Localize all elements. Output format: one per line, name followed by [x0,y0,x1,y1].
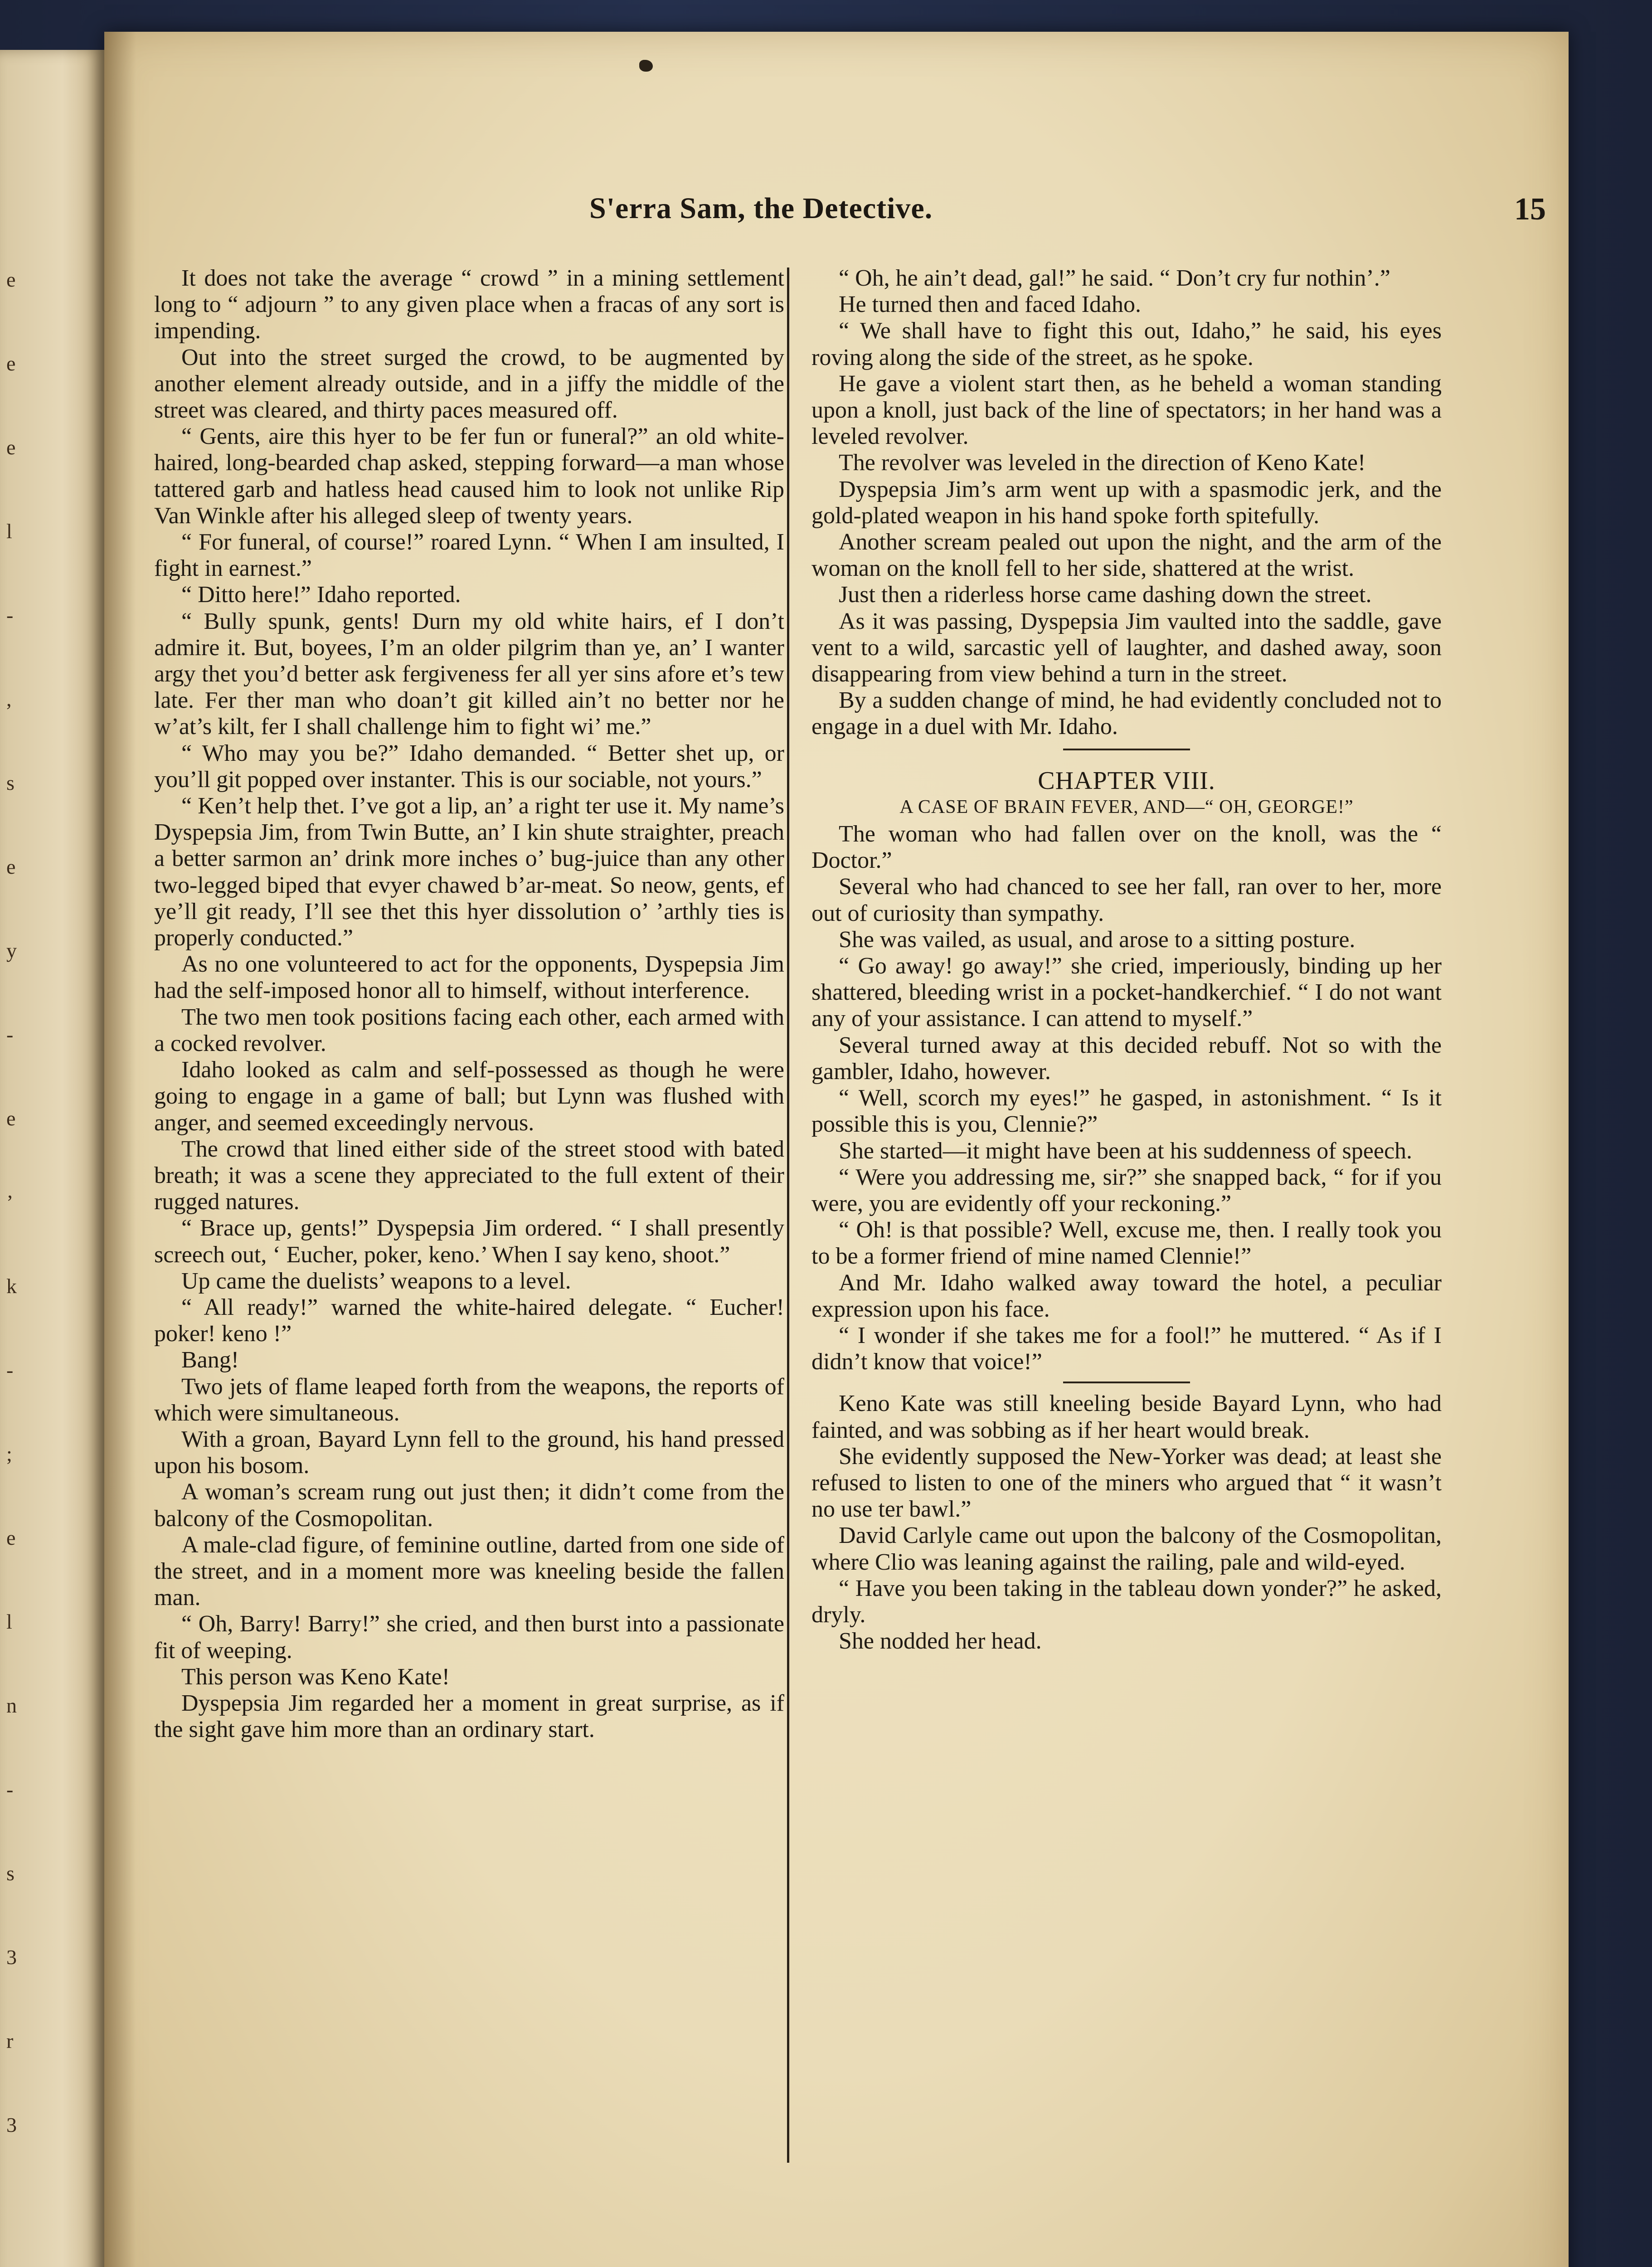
paragraph: Out into the street surged the crowd, to be augmented by another element already outside, and in a jiffy the middle of the street was cleared, and thirty paces measured off. [154,344,784,423]
paragraph: She nodded her head. [839,1628,1042,1654]
edge-letter: - [6,1358,14,1382]
edge-letter: s [6,771,15,794]
paragraph: With a groan, Bayard Lynn fell to the ground, his hand pressed upon his bosom. [154,1426,784,1479]
chapter-title: CHAPTER VIII. [1038,766,1215,795]
edge-letter: - [6,1778,14,1801]
section-rule [1063,749,1190,750]
paragraph: And Mr. Idaho walked away toward the hotel, a peculiar expression upon his face. [811,1270,1442,1322]
paragraph: This person was Keno Kate! [181,1664,450,1690]
paragraph: Keno Kate was still kneeling beside Bayard Lynn, who had fainted, and was sobbing as if her heart would break. [811,1391,1442,1443]
edge-letter: - [6,603,14,627]
paragraph: The crowd that lined either side of the street stood with bated breath; it was a scene they appreciated to the full extent of their rugged natures. [154,1136,784,1215]
gutter-shadow [104,32,136,2267]
paragraph: As no one volunteered to act for the opponents, Dyspepsia Jim had the self-imposed honor all to himself, without interference. [154,951,784,1004]
edge-letter: , [6,687,12,710]
edge-letter: - [6,1023,14,1046]
edge-letter: 3 [6,2113,17,2136]
column-rule [787,268,789,2163]
paragraph: By a sudden change of mind, he had evidently concluded not to engage in a duel with Mr. Idaho. [811,687,1442,740]
paragraph: “ For funeral, of course!” roared Lynn. “ When I am insulted, I fight in earnest.” [154,529,784,582]
edge-letter: e [6,1107,16,1130]
edge-letter: s [6,1862,15,1885]
edge-letter: e [6,352,16,375]
edge-letter: ; [6,1442,12,1465]
paragraph: “ Brace up, gents!” Dyspepsia Jim ordered. “ I shall presently screech out, ‘ Eucher, poker, keno.’ When I say keno, shoot.” [154,1215,784,1268]
paragraph: “ We shall have to fight this out, Idaho,” he said, his eyes roving along the side of the street, as he spoke. [811,318,1442,370]
paragraph: “ Well, scorch my eyes!” he gasped, in astonishment. “ Is it possible this is you, Clennie?” [811,1085,1442,1138]
paragraph: “ Bully spunk, gents! Durn my old white hairs, ef I don’t admire it. But, boyees, I’m an older pilgrim than ye, an’ I wanter argy thet you’d better ask fergiveness fer all yer sins afore et’s tew late. Fer ther man who doan’t git killed ain’t no better nor he w’at’s kilt, fer I shall challenge him to fight wi’ me.” [154,608,784,740]
ink-smudge [639,60,653,72]
edge-letter: n [6,1694,17,1717]
paragraph: Up came the duelists’ weapons to a level. [181,1268,571,1294]
edge-letter: e [6,1526,16,1549]
paragraph: She evidently supposed the New-Yorker was dead; at least she refused to listen to one of the miners who argued that “ it wasn’t no use ter bawl.” [811,1443,1442,1523]
section-break-rule [1063,1382,1190,1383]
paragraph: “ Oh! is that possible? Well, excuse me, then. I really took you to be a former friend of mine named Clennie!” [811,1217,1442,1270]
edge-letter: 3 [6,1946,17,1969]
paragraph: A male-clad figure, of feminine outline, darted from one side of the street, and in a moment more was kneeling beside the fallen man. [154,1532,784,1611]
paragraph: She was vailed, as usual, and arose to a sitting posture. [839,926,1356,953]
edge-letter: r [6,2029,14,2053]
paragraph: “ Ken’t help thet. I’ve got a lip, an’ a right ter use it. My name’s Dyspepsia Jim, from Twin Butte, an’ I kin shute straighter, preach a better sarmon an’ drink more inches o’ bug-juice than any other two-legged biped that evyer chawed b’ar-meat. So neow, gents, ef ye’ll git ready, I’ll see thet this hyer dissolution o’ ’arthly ties is properly conducted.” [154,793,784,951]
paragraph: He turned then and faced Idaho. [839,292,1142,318]
paragraph: Several who had chanced to see her fall, ran over to her, more out of curiosity than sympathy. [811,874,1442,926]
paragraph: The two men took positions facing each other, each armed with a cocked revolver. [154,1004,784,1056]
facing-page-edge [0,50,104,2267]
paragraph: Two jets of flame leaped forth from the weapons, the reports of which were simultaneous. [154,1373,784,1426]
paragraph: As it was passing, Dyspepsia Jim vaulted into the saddle, gave vent to a wild, sarcastic yell of laughter, and dashed away, soon disappearing from view behind a turn in the street. [811,608,1442,687]
edge-letter: e [6,855,16,878]
paragraph: “ All ready!” warned the white-haired delegate. “ Eucher! poker! keno !” [154,1294,784,1347]
paragraph: He gave a violent start then, as he beheld a woman standing upon a knoll, just back of the line of spectators; in her hand was a leveled revolver. [811,370,1442,450]
chapter-subtitle: A CASE OF BRAIN FEVER, AND—“ OH, GEORGE!” [899,796,1354,817]
paragraph: “ Who may you be?” Idaho demanded. “ Better shet up, or you’ll git popped over instanter. This is our sociable, not yours.” [154,740,784,793]
paragraph: Dyspepsia Jim regarded her a moment in great surprise, as if the sight gave him more than an ordinary start. [154,1690,784,1743]
page-number: 15 [1514,192,1546,227]
right-column-part-b [811,821,1442,1375]
paragraph: She started—it might have been at his suddenness of speech. [839,1138,1413,1164]
paragraph: “ Oh, he ain’t dead, gal!” he said. “ Don’t cry fur nothin’.” [839,265,1390,291]
paragraph: David Carlyle came out upon the balcony of the Cosmopolitan, where Clio was leaning against the railing, pale and wild-eyed. [811,1523,1442,1575]
edge-letter: l [6,1610,12,1633]
paragraph: It does not take the average “ crowd ” in a mining settlement long to “ adjourn ” to any given place when a fracas of any sort is impending. [154,265,784,344]
paragraph: Several turned away at this decided rebuff. Not so with the gambler, Idaho, however. [811,1032,1442,1085]
edge-letter: ’ [6,1191,14,1214]
edge-letter: e [6,268,16,291]
edge-letter: l [6,520,12,543]
paragraph: “ Gents, aire this hyer to be fer fun or funeral?” an old white-haired, long-bearded chap asked, stepping forward—a man whose tattered garb and hatless head caused him to look not unlike Rip Van Winkle after his alleged sleep of twenty years. [154,423,784,529]
paragraph: A woman’s scream rung out just then; it didn’t come from the balcony of the Cosmopolitan. [154,1479,784,1532]
paragraph: “ Were you addressing me, sir?” she snapped back, “ for if you were, you are evidently off your reckoning.” [811,1164,1442,1216]
book-page [104,32,1569,2267]
right-column [811,265,1442,1654]
paragraph: Dyspepsia Jim’s arm went up with a spasmodic jerk, and the gold-plated weapon in his hand spoke forth spitefully. [811,476,1442,529]
paragraph: Another scream pealed out upon the night, and the arm of the woman on the knoll fell to her side, shattered at the wrist. [811,529,1442,582]
paragraph: Just then a riderless horse came dashing down the street. [839,582,1372,608]
right-column-part-a [811,265,1442,740]
paragraph: The revolver was leveled in the direction of Keno Kate! [839,450,1366,476]
edge-letter: e [6,436,16,459]
right-column-part-c [811,1391,1442,1654]
left-column [154,265,784,1743]
paragraph: “ Have you been taking in the tableau down yonder?” he asked, dryly. [811,1575,1442,1628]
paragraph: “ Oh, Barry! Barry!” she cried, and then burst into a passionate fit of weeping. [154,1611,784,1664]
paragraph: Bang! [181,1347,239,1373]
edge-letter: k [6,1275,17,1298]
paragraph: Idaho looked as calm and self-possessed as though he were going to engage in a game of ball; but Lynn was flushed with anger, and seemed exceedingly nervous. [154,1057,784,1136]
edge-letter: y [6,939,17,962]
running-title: S'erra Sam, the Detective. [589,192,933,225]
paragraph: “ Go away! go away!” she cried, imperiously, binding up her shattered, bleeding wrist in a pocket-handkerchief. “ I do not want any of your assistance. I can attend to myself.” [811,953,1442,1032]
paragraph: “ I wonder if she takes me for a fool!” he muttered. “ As if I didn’t know that voice!” [811,1322,1442,1375]
paragraph: The woman who had fallen over on the knoll, was the “ Doctor.” [811,821,1442,874]
running-head [159,191,1546,246]
paragraph: “ Ditto here!” Idaho reported. [181,582,461,608]
